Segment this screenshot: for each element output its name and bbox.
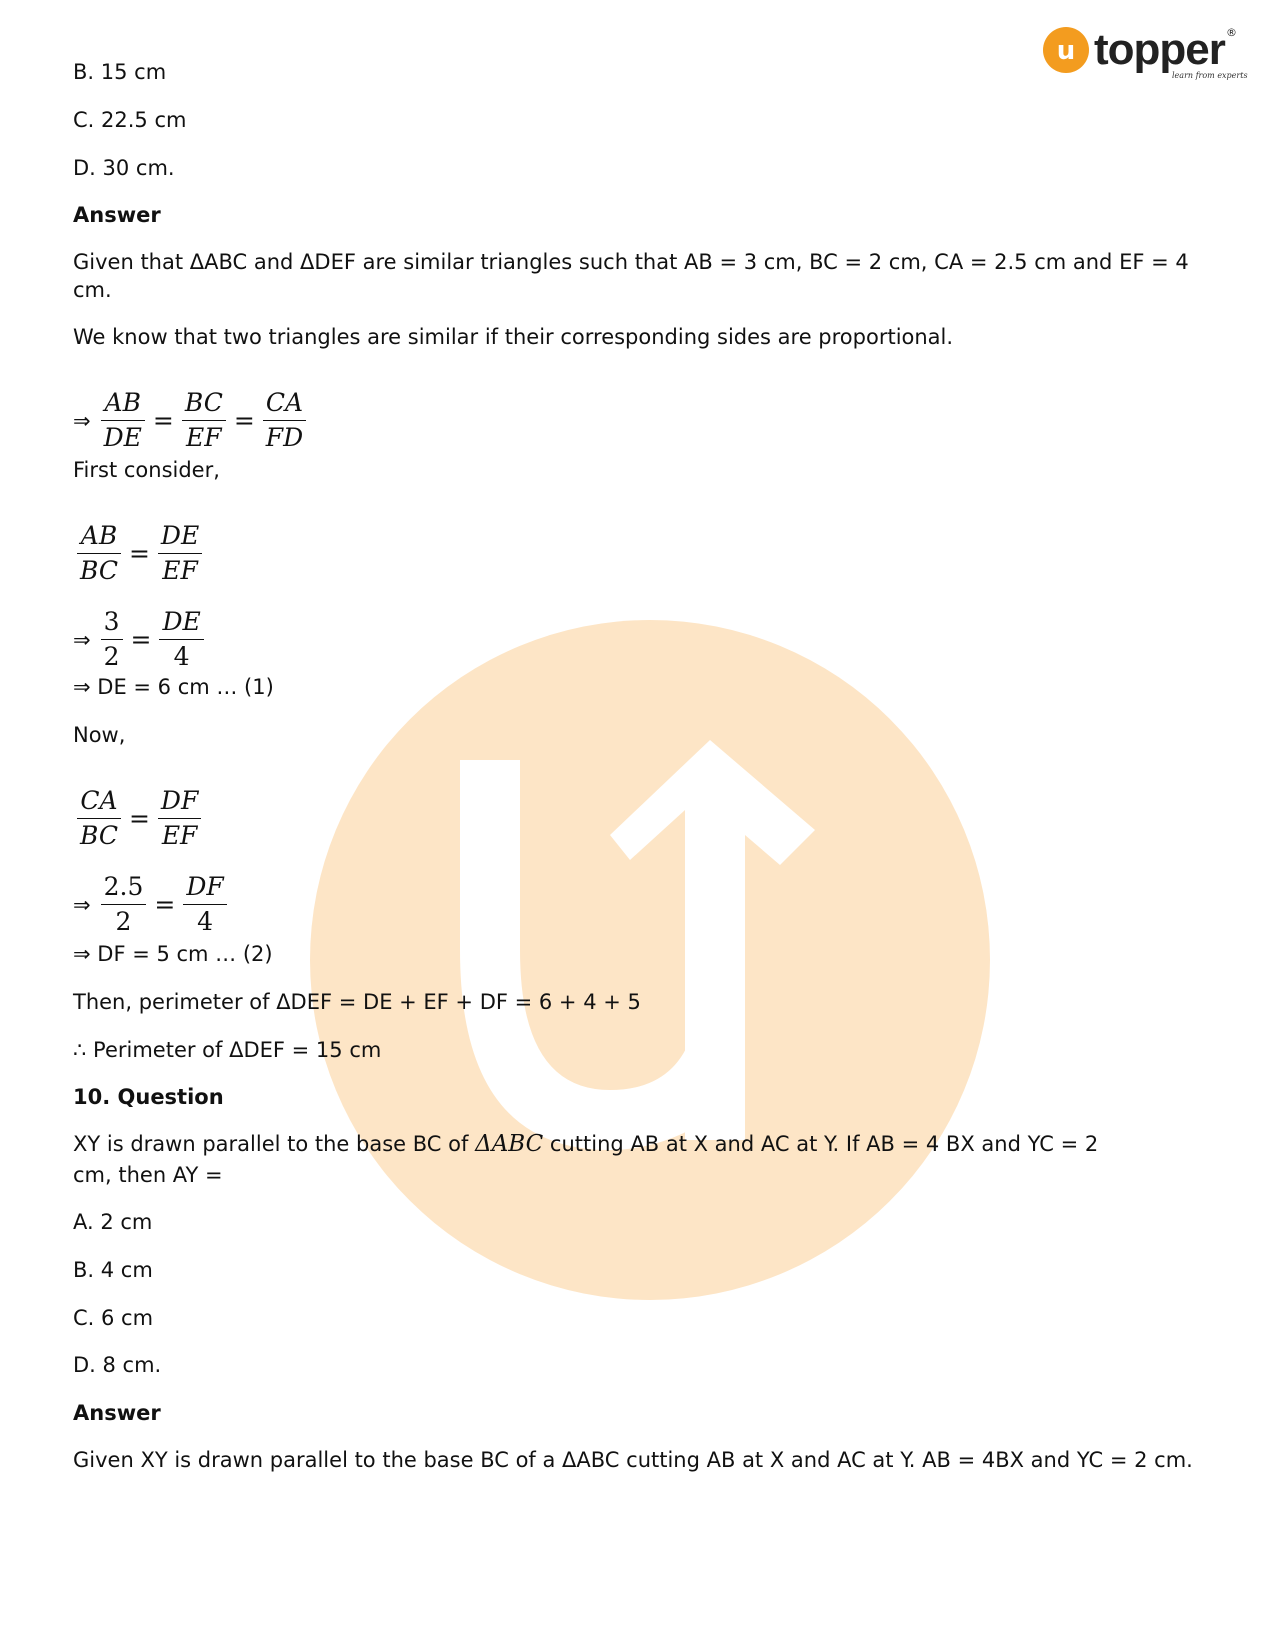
- question-heading: 10. Question: [73, 1085, 224, 1109]
- option-b: B. 15 cm: [73, 60, 167, 84]
- similar-statement: We know that two triangles are similar if their corresponding sides are proportional.: [73, 325, 954, 349]
- triangle-math: ΔABC: [475, 1131, 544, 1157]
- fraction: $\frac{3}{2}$: [101, 605, 123, 674]
- question-text: XY is drawn parallel to the base BC of: [73, 1132, 469, 1156]
- fraction: $\frac{DE}{4}$: [159, 605, 203, 674]
- perimeter-line: Then, perimeter of ΔDEF = DE + EF + DF = 6 + 4 + 5: [73, 990, 641, 1014]
- implies-symbol: ⇒: [73, 627, 91, 652]
- equals-sign: =: [128, 804, 150, 833]
- logo-registered: ®: [1226, 26, 1237, 39]
- fraction: $\frac{DF}{EF}$: [158, 784, 201, 853]
- implies-symbol: ⇒: [73, 892, 91, 917]
- equals-sign: =: [233, 406, 255, 435]
- fraction: $\frac{DF}{4}$: [183, 870, 226, 939]
- implies-symbol: ⇒: [73, 408, 91, 433]
- option-d: D. 8 cm.: [73, 1353, 162, 1377]
- equation-ratio-all: [73, 386, 310, 455]
- fraction: $\frac{DE}{EF}$: [158, 519, 202, 588]
- option-c: C. 6 cm: [73, 1306, 154, 1330]
- option-b: B. 4 cm: [73, 1258, 153, 1282]
- question-text: cutting AB at X and AC at Y. If AB = 4 BX and YC = 2: [549, 1132, 1099, 1156]
- brand-logo: [1040, 22, 1248, 92]
- answer-given: Given that ΔABC and ΔDEF are similar triangles such that AB = 3 cm, BC = 2 cm, CA = 2.5 cm and EF = 4 cm.: [73, 250, 1189, 302]
- logo-badge-letter: u: [1056, 36, 1076, 66]
- question-text-line-2: cm, then AY =: [73, 1163, 223, 1187]
- fraction: $\frac{BC}{EF}$: [182, 386, 226, 455]
- watermark-logo: [310, 620, 990, 1300]
- equals-sign: =: [152, 406, 174, 435]
- perimeter-result: ∴ Perimeter of ΔDEF = 15 cm: [73, 1038, 382, 1062]
- equation-3-2: [73, 605, 208, 674]
- fraction: $\frac{AB}{DE}$: [101, 386, 145, 455]
- logo-wordmark: topper: [1094, 25, 1225, 74]
- result-df: ⇒ DF = 5 cm … (2): [73, 942, 273, 966]
- fraction: $\frac{CA}{BC}$: [77, 784, 121, 853]
- question-text-line-1: [73, 1130, 1098, 1158]
- equation-ca-bc: [73, 784, 205, 853]
- fraction: $\frac{AB}{BC}$: [77, 519, 121, 588]
- logo-tagline: learn from experts: [1172, 71, 1248, 80]
- option-a: A. 2 cm: [73, 1210, 153, 1234]
- equals-sign: =: [128, 539, 150, 568]
- fraction: $\frac{2.5}{2}$: [101, 870, 147, 939]
- equals-sign: =: [130, 625, 152, 654]
- first-consider: First consider,: [73, 458, 220, 482]
- fraction: $\frac{CA}{FD}$: [263, 386, 306, 455]
- option-d: D. 30 cm.: [73, 156, 175, 180]
- now-label: Now,: [73, 723, 126, 747]
- equation-ab-bc: [73, 519, 206, 588]
- answer-heading: Answer: [73, 203, 161, 227]
- equation-2p5-2: [73, 870, 231, 939]
- topper-logo-icon: [1040, 22, 1248, 92]
- equals-sign: =: [154, 890, 176, 919]
- answer-heading: Answer: [73, 1401, 161, 1425]
- result-de: ⇒ DE = 6 cm … (1): [73, 675, 274, 699]
- option-c: C. 22.5 cm: [73, 108, 187, 132]
- answer-given: Given XY is drawn parallel to the base BC of a ΔABC cutting AB at X and AC at Y. AB = 4BX and YC = 2 cm.: [73, 1448, 1193, 1472]
